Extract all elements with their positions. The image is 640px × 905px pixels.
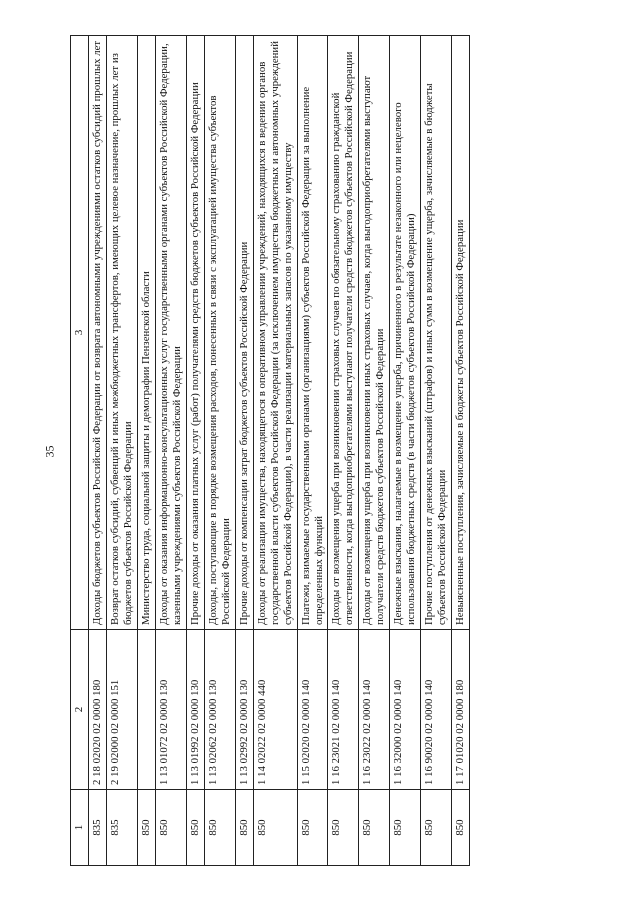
- budget-classification-code-cell: 1 13 02992 02 0000 130: [235, 630, 253, 790]
- admin-code-cell: 850: [253, 790, 297, 866]
- budget-classification-code-cell: 1 16 23022 02 0000 140: [359, 630, 390, 790]
- table-row: [186, 36, 204, 866]
- revenue-name-cell: Доходы от возмещения ущерба при возникновении страховых случаев по обязательному страхованию гражданской ответственности, когда выгодоприобретателями выступают получатели средств бюджетов субъектов Российской Федерации: [328, 36, 359, 630]
- revenue-name-cell: Прочие поступления от денежных взысканий (штрафов) и иных сумм в возмещение ущерба, зачисляемые в бюджеты субъектов Российской Федерации: [421, 36, 452, 630]
- header-cell-admin: 1: [71, 790, 89, 866]
- admin-code-cell: 850: [328, 790, 359, 866]
- revenue-name-cell: Прочие доходы от компенсации затрат бюджетов субъектов Российской Федерации: [235, 36, 253, 630]
- table-row: [328, 36, 359, 866]
- budget-classification-code-cell: 1 15 02020 02 0000 140: [297, 630, 328, 790]
- rotated-table-container: [70, 36, 594, 866]
- revenue-name-cell: Доходы от реализации имущества, находящегося в оперативном управлении учреждений, находящихся в ведении органов государственной власти субъектов Российской Федерации (за исключением имущества бюджетных и автономных учреждений субъектов Российской Федерации), в части реализации материальных запасов по указанному имуществу: [253, 36, 297, 630]
- revenue-name-cell: Министерство труда, социальной защиты и демографии Пензенской области: [138, 36, 156, 630]
- budget-classification-code-cell: 1 13 01072 02 0000 130: [156, 630, 187, 790]
- table-header-row: [71, 36, 89, 866]
- admin-code-cell: 850: [297, 790, 328, 866]
- budget-classification-code-cell: 1 16 32000 02 0000 140: [390, 630, 421, 790]
- revenue-name-cell: Доходы, поступающие в порядке возмещения расходов, понесенных в связи с эксплуатацией имущества субъектов Российской Федерации: [204, 36, 235, 630]
- revenue-name-cell: Доходы от возмещения ущерба при возникновении иных страховых случаев, когда выгодоприобретателями выступают получатели средств бюджетов субъектов Российской Федерации: [359, 36, 390, 630]
- admin-code-cell: 850: [204, 790, 235, 866]
- revenue-codes-table: [70, 35, 470, 866]
- table-row: [359, 36, 390, 866]
- revenue-name-cell: Возврат остатков субсидий, субвенций и иных межбюджетных трансфертов, имеющих целевое назначение, прошлых лет из бюджетов субъектов Российской Федерации: [107, 36, 138, 630]
- table-row: [421, 36, 452, 866]
- admin-code-cell: 850: [235, 790, 253, 866]
- budget-classification-code-cell: 2 18 02020 02 0000 180: [89, 630, 107, 790]
- admin-code-cell: 850: [156, 790, 187, 866]
- revenue-name-cell: Прочие доходы от оказания платных услуг (работ) получателями средств бюджетов субъектов Российской Федерации: [186, 36, 204, 630]
- page-number: 35: [42, 445, 57, 458]
- table-row: [156, 36, 187, 866]
- revenue-name-cell: Платежи, взимаемые государственными органами (организациями) субъектов Российской Федерации за выполнение определенных функций: [297, 36, 328, 630]
- budget-classification-code-cell: 1 16 90020 02 0000 140: [421, 630, 452, 790]
- table-row: [235, 36, 253, 866]
- revenue-name-cell: Доходы бюджетов субъектов Российской Федерации от возврата автономными учреждениями остатков субсидий прошлых лет: [89, 36, 107, 630]
- budget-classification-code-cell: 1 14 02022 02 0000 440: [253, 630, 297, 790]
- admin-code-cell: 850: [186, 790, 204, 866]
- revenue-name-cell: Доходы от оказания информационно-консультационных услуг государственными органами субъектов Российской Федерации, казенными учреждениями субъектов Российской Федерации: [156, 36, 187, 630]
- header-cell-code: 2: [71, 630, 89, 790]
- admin-code-cell: 850: [452, 790, 470, 866]
- admin-code-cell: 850: [390, 790, 421, 866]
- table-row: [390, 36, 421, 866]
- budget-classification-code-cell: 1 13 01992 02 0000 130: [186, 630, 204, 790]
- table-row: [138, 36, 156, 866]
- budget-classification-code-cell: 1 16 23021 02 0000 140: [328, 630, 359, 790]
- table-row: [107, 36, 138, 866]
- budget-classification-code-cell: [138, 630, 156, 790]
- revenue-name-cell: Денежные взыскания, налагаемые в возмещение ущерба, причиненного в результате незаконного или нецелевого использования бюджетных средств (в части бюджетов субъектов Российской Федерации): [390, 36, 421, 630]
- table-row: [452, 36, 470, 866]
- revenue-name-cell: Невыясненные поступления, зачисляемые в бюджеты субъектов Российской Федерации: [452, 36, 470, 630]
- budget-classification-code-cell: 1 17 01020 02 0000 180: [452, 630, 470, 790]
- table-row: [253, 36, 297, 866]
- table-body: [89, 36, 470, 866]
- table-row: [89, 36, 107, 866]
- admin-code-cell: 835: [107, 790, 138, 866]
- admin-code-cell: 850: [421, 790, 452, 866]
- header-cell-name: 3: [71, 36, 89, 630]
- budget-classification-code-cell: 1 13 02062 02 0000 130: [204, 630, 235, 790]
- admin-code-cell: 850: [138, 790, 156, 866]
- admin-code-cell: 850: [359, 790, 390, 866]
- table-row: [297, 36, 328, 866]
- admin-code-cell: 835: [89, 790, 107, 866]
- table-row: [204, 36, 235, 866]
- budget-classification-code-cell: 2 19 02000 02 0000 151: [107, 630, 138, 790]
